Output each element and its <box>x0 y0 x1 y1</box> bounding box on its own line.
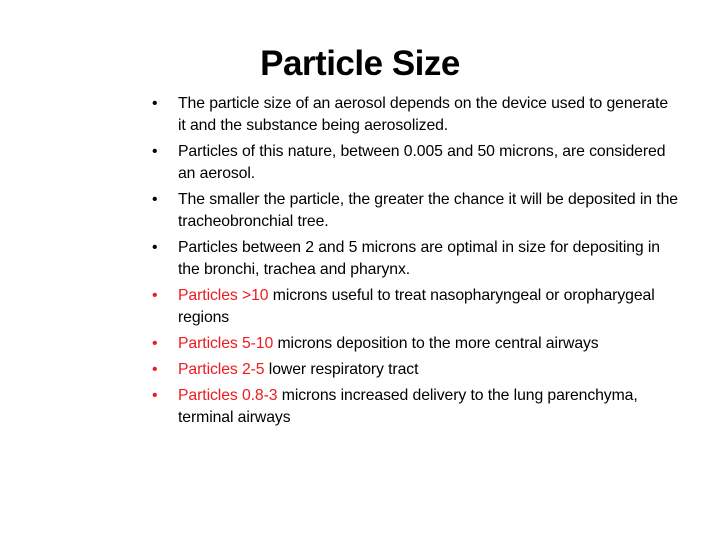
bullet-text: Particles between 2 and 5 microns are optimal in size for depositing in the bronchi, trachea and pharynx. <box>178 239 660 278</box>
bullet-text: microns deposition to the more central airways <box>273 335 599 352</box>
bullet-icon: • <box>152 143 158 160</box>
bullet-highlight: Particles >10 <box>178 287 269 304</box>
bullet-text: Particles of this nature, between 0.005 and 50 microns, are considered an aerosol. <box>178 143 666 182</box>
bullet-text: The particle size of an aerosol depends on the device used to generate it and the substance being aerosolized. <box>178 95 669 134</box>
bullet-highlight: Particles 5-10 <box>178 335 274 352</box>
bullet-icon: • <box>152 387 158 404</box>
bullet-highlight: Particles 0.8-3 <box>178 387 278 404</box>
bullet-item <box>150 189 680 233</box>
bullet-list <box>150 93 680 433</box>
bullet-item <box>150 285 680 329</box>
bullet-icon: • <box>152 95 158 112</box>
bullet-text: microns increased delivery to the lung parenchyma, terminal airways <box>178 387 638 426</box>
bullet-item <box>150 385 680 429</box>
bullet-icon: • <box>152 239 158 256</box>
bullet-icon: • <box>152 287 158 304</box>
bullet-text: lower respiratory tract <box>264 361 419 378</box>
bullet-item <box>150 237 680 281</box>
bullet-item <box>150 359 680 381</box>
bullet-text: The smaller the particle, the greater the chance it will be deposited in the tracheobronchial tree. <box>178 191 678 230</box>
bullet-icon: • <box>152 361 158 378</box>
slide-title: Particle Size <box>260 44 460 83</box>
bullet-item <box>150 141 680 185</box>
bullet-text: microns useful to treat nasopharyngeal or oropharygeal regions <box>178 287 655 326</box>
bullet-item <box>150 93 680 137</box>
bullet-highlight: Particles 2-5 <box>178 361 265 378</box>
bullet-icon: • <box>152 335 158 352</box>
bullet-item <box>150 333 680 355</box>
bullet-icon: • <box>152 191 158 208</box>
